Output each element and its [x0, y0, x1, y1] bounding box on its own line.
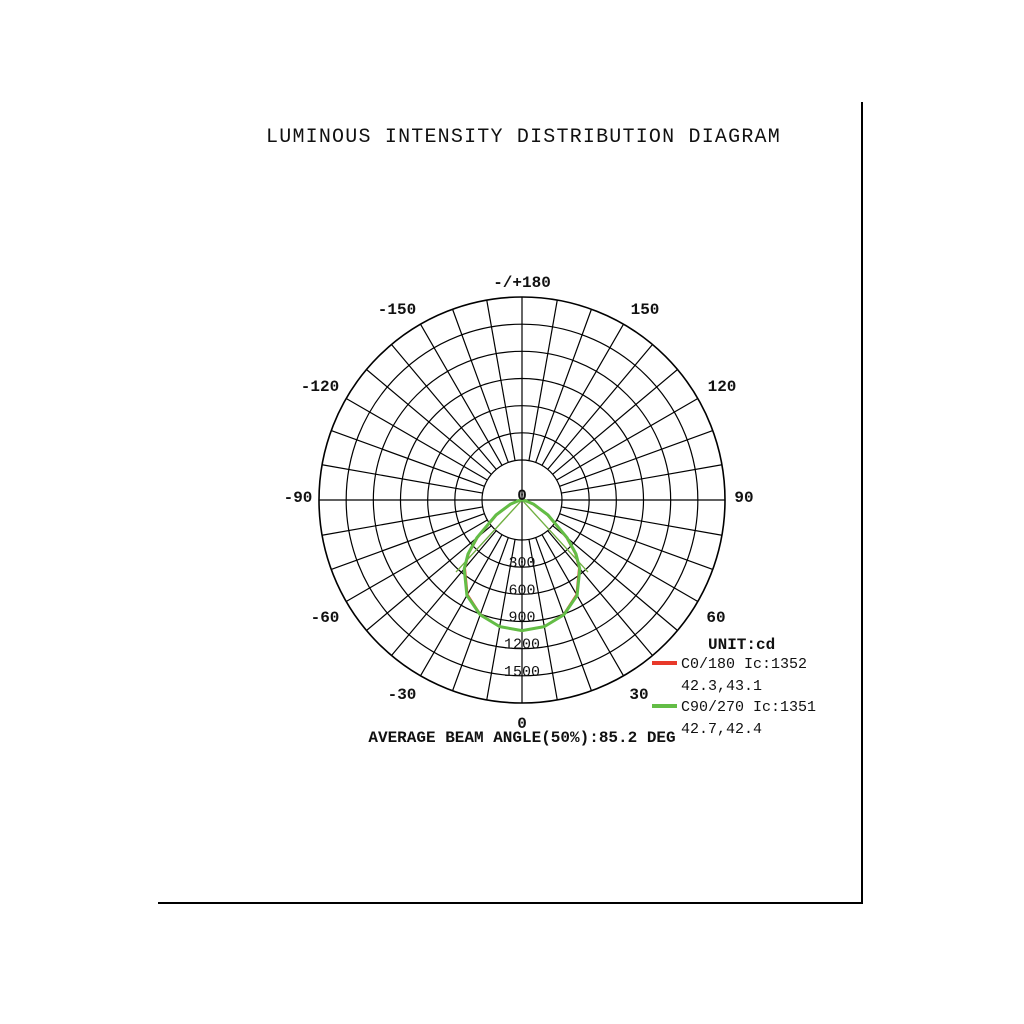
chart-title: LUMINOUS INTENSITY DISTRIBUTION DIAGRAM — [266, 126, 781, 149]
grid-spoke — [453, 309, 509, 462]
grid-spoke — [536, 309, 592, 462]
polar-labels — [284, 274, 754, 747]
grid-spoke — [548, 344, 653, 469]
radial-tick-label: 1200 — [503, 636, 541, 654]
legend-series-name: C0/180 Ic:1352 — [681, 656, 808, 673]
beam-angle-footer: AVERAGE BEAM ANGLE(50%):85.2 DEG — [368, 729, 676, 747]
grid-spoke — [392, 531, 497, 656]
angle-label: -120 — [300, 378, 340, 396]
legend-beam-angles: 42.7,42.4 — [681, 721, 763, 738]
radial-tick-label: 900 — [508, 609, 536, 627]
grid-spoke — [553, 370, 678, 475]
angle-label: -60 — [310, 609, 340, 627]
angle-label: -/+180 — [493, 274, 551, 292]
legend-beam-angles: 42.3,43.1 — [681, 678, 763, 695]
grid-spoke — [366, 526, 491, 631]
grid-spoke — [542, 324, 624, 465]
grid-spoke — [392, 344, 497, 469]
unit-label: UNIT:cd — [708, 636, 776, 654]
angle-label: 60 — [706, 609, 726, 627]
grid-spoke — [346, 399, 487, 481]
angle-label: -90 — [283, 489, 313, 507]
angle-label: 0 — [517, 715, 527, 733]
angle-label: 30 — [629, 686, 649, 704]
grid-spoke — [553, 526, 678, 631]
radial-tick-label: 1500 — [503, 663, 541, 681]
radial-tick-label: 300 — [508, 555, 536, 573]
legend — [652, 636, 816, 738]
angle-label: 150 — [630, 301, 660, 319]
grid-spoke — [560, 514, 713, 570]
radial-tick-label: 600 — [508, 582, 536, 600]
angle-label: -150 — [377, 301, 417, 319]
grid-spoke — [331, 431, 484, 487]
angle-label: -30 — [387, 686, 417, 704]
grid-spoke — [331, 514, 484, 570]
grid-spoke — [542, 535, 624, 676]
grid-spoke — [366, 370, 491, 475]
center-label: 0 — [517, 487, 527, 505]
legend-series-name: C90/270 Ic:1351 — [681, 699, 817, 716]
grid-spoke — [421, 324, 503, 465]
angle-label: 90 — [734, 489, 754, 507]
grid-spoke — [560, 431, 713, 487]
grid-spoke — [557, 399, 698, 481]
angle-label: 120 — [707, 378, 737, 396]
grid-spoke — [548, 531, 653, 656]
grid-spoke — [421, 535, 503, 676]
